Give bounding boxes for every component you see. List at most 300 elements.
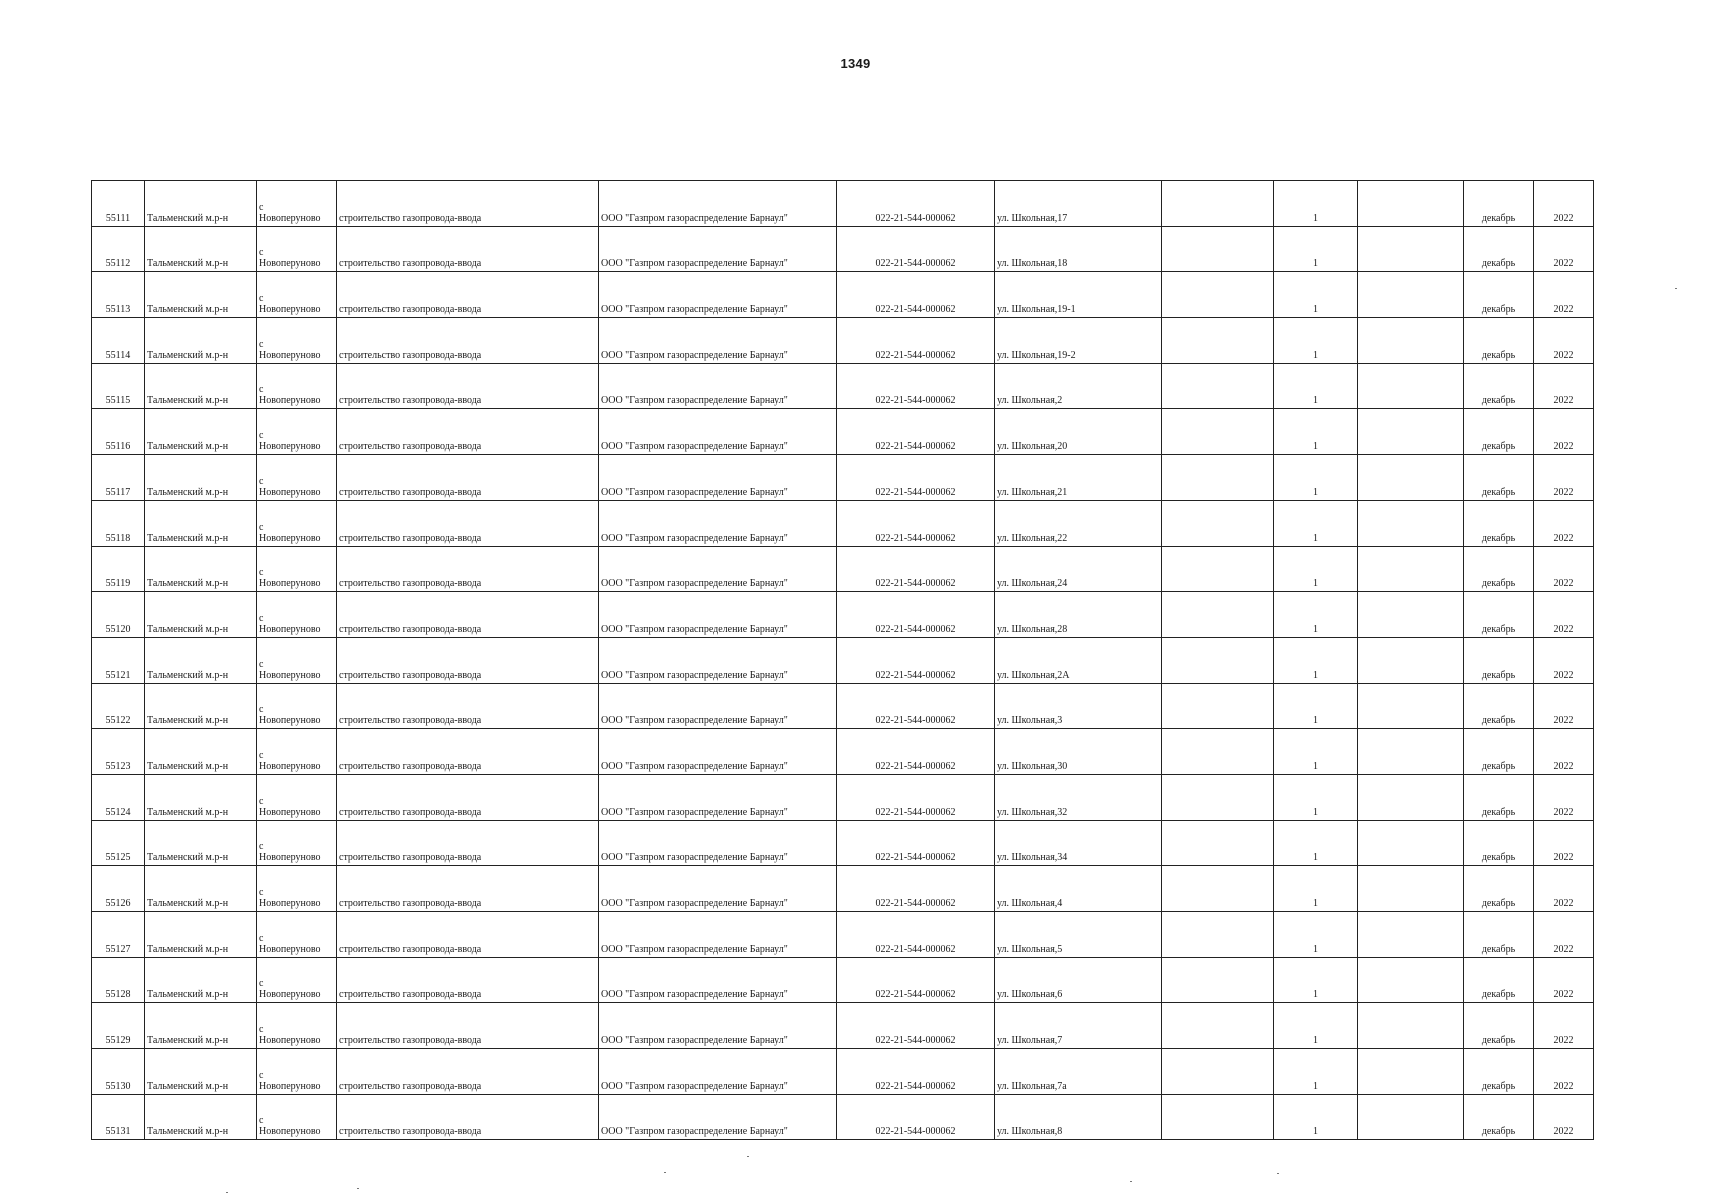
empty-cell — [1162, 912, 1274, 958]
work-type-cell: строительство газопровода-ввода — [337, 683, 599, 729]
quantity-cell: 1 — [1274, 592, 1358, 638]
empty-cell — [1358, 592, 1464, 638]
empty-cell — [1358, 729, 1464, 775]
locality-name: Новоперуново — [259, 349, 321, 361]
quantity-cell: 1 — [1274, 272, 1358, 318]
quantity-cell: 1 — [1274, 774, 1358, 820]
month-cell: декабрь — [1464, 637, 1534, 683]
work-type-cell: строительство газопровода-ввода — [337, 1094, 599, 1140]
row-number: 55113 — [92, 272, 145, 318]
month-cell: декабрь — [1464, 226, 1534, 272]
code-cell: 022-21-544-000062 — [837, 957, 995, 1003]
work-type-cell: строительство газопровода-ввода — [337, 774, 599, 820]
empty-cell — [1358, 683, 1464, 729]
locality-prefix: с — [259, 978, 264, 990]
district-cell: Тальменский м.р-н — [145, 409, 257, 455]
register-body — [92, 181, 1594, 1140]
organization-cell: ООО "Газпром газораспределение Барнаул" — [599, 318, 837, 364]
organization-cell: ООО "Газпром газораспределение Барнаул" — [599, 729, 837, 775]
table-row — [92, 729, 1594, 775]
row-number: 55122 — [92, 683, 145, 729]
locality-cell — [257, 318, 337, 364]
address-cell: ул. Школьная,7 — [995, 1003, 1162, 1049]
year-cell: 2022 — [1534, 318, 1594, 364]
locality-cell — [257, 363, 337, 409]
row-number: 55114 — [92, 318, 145, 364]
locality-cell — [257, 637, 337, 683]
locality-name: Новоперуново — [259, 852, 321, 864]
district-cell: Тальменский м.р-н — [145, 318, 257, 364]
organization-cell: ООО "Газпром газораспределение Барнаул" — [599, 637, 837, 683]
table-row — [92, 683, 1594, 729]
address-cell: ул. Школьная,22 — [995, 500, 1162, 546]
organization-cell: ООО "Газпром газораспределение Барнаул" — [599, 683, 837, 729]
empty-cell — [1358, 226, 1464, 272]
table-row — [92, 226, 1594, 272]
row-number: 55111 — [92, 181, 145, 227]
year-cell: 2022 — [1534, 272, 1594, 318]
row-number: 55119 — [92, 546, 145, 592]
locality-prefix: с — [259, 932, 264, 944]
work-type-cell: строительство газопровода-ввода — [337, 226, 599, 272]
quantity-cell: 1 — [1274, 1049, 1358, 1095]
organization-cell: ООО "Газпром газораспределение Барнаул" — [599, 500, 837, 546]
year-cell: 2022 — [1534, 683, 1594, 729]
year-cell: 2022 — [1534, 957, 1594, 1003]
locality-prefix: с — [259, 384, 264, 396]
work-type-cell: строительство газопровода-ввода — [337, 181, 599, 227]
empty-cell — [1162, 1094, 1274, 1140]
locality-cell — [257, 226, 337, 272]
locality-name: Новоперуново — [259, 806, 321, 818]
code-cell: 022-21-544-000062 — [837, 500, 995, 546]
empty-cell — [1162, 683, 1274, 729]
month-cell: декабрь — [1464, 774, 1534, 820]
month-cell: декабрь — [1464, 546, 1534, 592]
work-type-cell: строительство газопровода-ввода — [337, 729, 599, 775]
code-cell: 022-21-544-000062 — [837, 455, 995, 501]
table-row — [92, 546, 1594, 592]
address-cell: ул. Школьная,7а — [995, 1049, 1162, 1095]
table-row — [92, 363, 1594, 409]
locality-name: Новоперуново — [259, 486, 321, 498]
district-cell: Тальменский м.р-н — [145, 592, 257, 638]
organization-cell: ООО "Газпром газораспределение Барнаул" — [599, 866, 837, 912]
month-cell: декабрь — [1464, 1094, 1534, 1140]
address-cell: ул. Школьная,2 — [995, 363, 1162, 409]
year-cell: 2022 — [1534, 729, 1594, 775]
locality-prefix: с — [259, 795, 264, 807]
empty-cell — [1358, 455, 1464, 501]
month-cell: декабрь — [1464, 409, 1534, 455]
month-cell: декабрь — [1464, 455, 1534, 501]
locality-cell — [257, 455, 337, 501]
locality-cell — [257, 683, 337, 729]
empty-cell — [1162, 409, 1274, 455]
month-cell: декабрь — [1464, 318, 1534, 364]
empty-cell — [1162, 546, 1274, 592]
code-cell: 022-21-544-000062 — [837, 683, 995, 729]
empty-cell — [1162, 866, 1274, 912]
quantity-cell: 1 — [1274, 1003, 1358, 1049]
code-cell: 022-21-544-000062 — [837, 774, 995, 820]
row-number: 55112 — [92, 226, 145, 272]
row-number: 55118 — [92, 500, 145, 546]
table-row — [92, 774, 1594, 820]
district-cell: Тальменский м.р-н — [145, 1003, 257, 1049]
address-cell: ул. Школьная,28 — [995, 592, 1162, 638]
row-number: 55129 — [92, 1003, 145, 1049]
address-cell: ул. Школьная,6 — [995, 957, 1162, 1003]
scan-speck — [357, 1188, 359, 1189]
year-cell: 2022 — [1534, 866, 1594, 912]
district-cell: Тальменский м.р-н — [145, 546, 257, 592]
empty-cell — [1162, 318, 1274, 364]
table-row — [92, 318, 1594, 364]
table-row — [92, 957, 1594, 1003]
empty-cell — [1358, 363, 1464, 409]
locality-name: Новоперуново — [259, 258, 321, 270]
row-number: 55120 — [92, 592, 145, 638]
work-type-cell: строительство газопровода-ввода — [337, 409, 599, 455]
quantity-cell: 1 — [1274, 1094, 1358, 1140]
register-table — [91, 180, 1594, 1140]
code-cell: 022-21-544-000062 — [837, 637, 995, 683]
empty-cell — [1358, 409, 1464, 455]
address-cell: ул. Школьная,19-1 — [995, 272, 1162, 318]
table-row — [92, 1003, 1594, 1049]
organization-cell: ООО "Газпром газораспределение Барнаул" — [599, 363, 837, 409]
locality-name: Новоперуново — [259, 669, 321, 681]
district-cell: Тальменский м.р-н — [145, 729, 257, 775]
work-type-cell: строительство газопровода-ввода — [337, 912, 599, 958]
quantity-cell: 1 — [1274, 957, 1358, 1003]
quantity-cell: 1 — [1274, 820, 1358, 866]
district-cell: Тальменский м.р-н — [145, 912, 257, 958]
locality-cell — [257, 500, 337, 546]
locality-prefix: с — [259, 567, 264, 579]
address-cell: ул. Школьная,5 — [995, 912, 1162, 958]
month-cell: декабрь — [1464, 272, 1534, 318]
empty-cell — [1358, 500, 1464, 546]
locality-prefix: с — [259, 887, 264, 898]
locality-cell — [257, 592, 337, 638]
table-row — [92, 637, 1594, 683]
address-cell: ул. Школьная,3 — [995, 683, 1162, 729]
organization-cell: ООО "Газпром газораспределение Барнаул" — [599, 409, 837, 455]
locality-name: Новоперуново — [259, 212, 321, 224]
code-cell: 022-21-544-000062 — [837, 363, 995, 409]
organization-cell: ООО "Газпром газораспределение Барнаул" — [599, 272, 837, 318]
scan-speck — [1675, 288, 1677, 289]
quantity-cell: 1 — [1274, 912, 1358, 958]
empty-cell — [1162, 272, 1274, 318]
locality-name: Новоперуново — [259, 989, 321, 1001]
work-type-cell: строительство газопровода-ввода — [337, 455, 599, 501]
locality-cell — [257, 820, 337, 866]
empty-cell — [1162, 1003, 1274, 1049]
locality-prefix: с — [259, 1024, 264, 1036]
locality-prefix: с — [259, 1069, 264, 1081]
row-number: 55121 — [92, 637, 145, 683]
address-cell: ул. Школьная,4 — [995, 866, 1162, 912]
code-cell: 022-21-544-000062 — [837, 592, 995, 638]
locality-name: Новоперуново — [259, 715, 321, 727]
empty-cell — [1162, 500, 1274, 546]
code-cell: 022-21-544-000062 — [837, 318, 995, 364]
table-row — [92, 592, 1594, 638]
code-cell: 022-21-544-000062 — [837, 409, 995, 455]
quantity-cell: 1 — [1274, 226, 1358, 272]
row-number: 55123 — [92, 729, 145, 775]
empty-cell — [1162, 820, 1274, 866]
empty-cell — [1162, 1049, 1274, 1095]
district-cell: Тальменский м.р-н — [145, 272, 257, 318]
address-cell: ул. Школьная,2А — [995, 637, 1162, 683]
scan-speck — [664, 1172, 666, 1173]
month-cell: декабрь — [1464, 592, 1534, 638]
row-number: 55126 — [92, 866, 145, 912]
address-cell: ул. Школьная,32 — [995, 774, 1162, 820]
empty-cell — [1162, 592, 1274, 638]
locality-prefix: с — [259, 612, 264, 624]
work-type-cell: строительство газопровода-ввода — [337, 957, 599, 1003]
month-cell: декабрь — [1464, 912, 1534, 958]
table-row — [92, 455, 1594, 501]
address-cell: ул. Школьная,17 — [995, 181, 1162, 227]
district-cell: Тальменский м.р-н — [145, 957, 257, 1003]
district-cell: Тальменский м.р-н — [145, 774, 257, 820]
year-cell: 2022 — [1534, 592, 1594, 638]
work-type-cell: строительство газопровода-ввода — [337, 866, 599, 912]
month-cell: декабрь — [1464, 1049, 1534, 1095]
locality-cell — [257, 866, 337, 912]
locality-prefix: с — [259, 749, 264, 761]
district-cell: Тальменский м.р-н — [145, 637, 257, 683]
empty-cell — [1358, 318, 1464, 364]
locality-name: Новоперуново — [259, 532, 321, 544]
locality-cell — [257, 912, 337, 958]
locality-cell — [257, 409, 337, 455]
work-type-cell: строительство газопровода-ввода — [337, 592, 599, 638]
organization-cell: ООО "Газпром газораспределение Барнаул" — [599, 912, 837, 958]
locality-cell — [257, 957, 337, 1003]
locality-name: Новоперуново — [259, 1080, 321, 1092]
locality-prefix: с — [259, 658, 264, 670]
row-number: 55117 — [92, 455, 145, 501]
district-cell: Тальменский м.р-н — [145, 1094, 257, 1140]
locality-name: Новоперуново — [259, 943, 321, 955]
year-cell: 2022 — [1534, 181, 1594, 227]
month-cell: декабрь — [1464, 683, 1534, 729]
locality-cell — [257, 181, 337, 227]
empty-cell — [1162, 729, 1274, 775]
organization-cell: ООО "Газпром газораспределение Барнаул" — [599, 774, 837, 820]
row-number: 55128 — [92, 957, 145, 1003]
table-row — [92, 866, 1594, 912]
empty-cell — [1162, 226, 1274, 272]
locality-prefix: с — [259, 338, 264, 350]
locality-cell — [257, 729, 337, 775]
locality-cell — [257, 272, 337, 318]
empty-cell — [1162, 455, 1274, 501]
address-cell: ул. Школьная,34 — [995, 820, 1162, 866]
organization-cell: ООО "Газпром газораспределение Барнаул" — [599, 1094, 837, 1140]
locality-cell — [257, 774, 337, 820]
row-number: 55131 — [92, 1094, 145, 1140]
district-cell: Тальменский м.р-н — [145, 500, 257, 546]
empty-cell — [1162, 363, 1274, 409]
district-cell: Тальменский м.р-н — [145, 820, 257, 866]
empty-cell — [1162, 774, 1274, 820]
table-row — [92, 181, 1594, 227]
table-row — [92, 912, 1594, 958]
scan-speck — [1130, 1181, 1132, 1182]
locality-name: Новоперуново — [259, 578, 321, 590]
organization-cell: ООО "Газпром газораспределение Барнаул" — [599, 455, 837, 501]
code-cell: 022-21-544-000062 — [837, 866, 995, 912]
month-cell: декабрь — [1464, 181, 1534, 227]
work-type-cell: строительство газопровода-ввода — [337, 637, 599, 683]
empty-cell — [1358, 546, 1464, 592]
code-cell: 022-21-544-000062 — [837, 729, 995, 775]
locality-cell — [257, 1049, 337, 1095]
locality-prefix: с — [259, 293, 264, 305]
year-cell: 2022 — [1534, 1094, 1594, 1140]
year-cell: 2022 — [1534, 363, 1594, 409]
address-cell: ул. Школьная,30 — [995, 729, 1162, 775]
organization-cell: ООО "Газпром газораспределение Барнаул" — [599, 957, 837, 1003]
row-number: 55124 — [92, 774, 145, 820]
district-cell: Тальменский м.р-н — [145, 683, 257, 729]
row-number: 55115 — [92, 363, 145, 409]
quantity-cell: 1 — [1274, 546, 1358, 592]
code-cell: 022-21-544-000062 — [837, 226, 995, 272]
quantity-cell: 1 — [1274, 637, 1358, 683]
quantity-cell: 1 — [1274, 455, 1358, 501]
locality-name: Новоперуново — [259, 441, 321, 453]
year-cell: 2022 — [1534, 637, 1594, 683]
empty-cell — [1358, 957, 1464, 1003]
month-cell: декабрь — [1464, 957, 1534, 1003]
row-number: 55130 — [92, 1049, 145, 1095]
quantity-cell: 1 — [1274, 363, 1358, 409]
empty-cell — [1358, 637, 1464, 683]
year-cell: 2022 — [1534, 1049, 1594, 1095]
work-type-cell: строительство газопровода-ввода — [337, 500, 599, 546]
code-cell: 022-21-544-000062 — [837, 546, 995, 592]
locality-name: Новоперуново — [259, 395, 321, 407]
scan-speck — [1277, 1173, 1279, 1174]
empty-cell — [1358, 774, 1464, 820]
quantity-cell: 1 — [1274, 181, 1358, 227]
empty-cell — [1358, 866, 1464, 912]
quantity-cell: 1 — [1274, 729, 1358, 775]
address-cell: ул. Школьная,20 — [995, 409, 1162, 455]
row-number: 55125 — [92, 820, 145, 866]
year-cell: 2022 — [1534, 455, 1594, 501]
code-cell: 022-21-544-000062 — [837, 1049, 995, 1095]
locality-name: Новоперуново — [259, 304, 321, 316]
empty-cell — [1358, 181, 1464, 227]
organization-cell: ООО "Газпром газораспределение Барнаул" — [599, 546, 837, 592]
address-cell: ул. Школьная,8 — [995, 1094, 1162, 1140]
month-cell: декабрь — [1464, 500, 1534, 546]
organization-cell: ООО "Газпром газораспределение Барнаул" — [599, 592, 837, 638]
scan-speck — [747, 1156, 749, 1157]
locality-prefix: с — [259, 475, 264, 487]
month-cell: декабрь — [1464, 729, 1534, 775]
locality-cell — [257, 1003, 337, 1049]
table-row — [92, 1049, 1594, 1095]
code-cell: 022-21-544-000062 — [837, 912, 995, 958]
code-cell: 022-21-544-000062 — [837, 181, 995, 227]
work-type-cell: строительство газопровода-ввода — [337, 1049, 599, 1095]
year-cell: 2022 — [1534, 546, 1594, 592]
code-cell: 022-21-544-000062 — [837, 1094, 995, 1140]
locality-name: Новоперуново — [259, 1126, 321, 1138]
year-cell: 2022 — [1534, 774, 1594, 820]
locality-prefix: с — [259, 430, 264, 442]
locality-prefix: с — [259, 521, 264, 533]
quantity-cell: 1 — [1274, 318, 1358, 364]
quantity-cell: 1 — [1274, 866, 1358, 912]
organization-cell: ООО "Газпром газораспределение Барнаул" — [599, 181, 837, 227]
table-row — [92, 820, 1594, 866]
empty-cell — [1358, 1003, 1464, 1049]
year-cell: 2022 — [1534, 820, 1594, 866]
locality-prefix: с — [259, 201, 264, 213]
page-number: 1349 — [840, 56, 871, 71]
empty-cell — [1358, 1094, 1464, 1140]
month-cell: декабрь — [1464, 866, 1534, 912]
locality-name: Новоперуново — [259, 760, 321, 772]
locality-prefix: с — [259, 1115, 264, 1127]
address-cell: ул. Школьная,18 — [995, 226, 1162, 272]
address-cell: ул. Школьная,24 — [995, 546, 1162, 592]
work-type-cell: строительство газопровода-ввода — [337, 272, 599, 318]
district-cell: Тальменский м.р-н — [145, 181, 257, 227]
year-cell: 2022 — [1534, 912, 1594, 958]
district-cell: Тальменский м.р-н — [145, 455, 257, 501]
district-cell: Тальменский м.р-н — [145, 226, 257, 272]
year-cell: 2022 — [1534, 1003, 1594, 1049]
table-row — [92, 272, 1594, 318]
code-cell: 022-21-544-000062 — [837, 272, 995, 318]
organization-cell: ООО "Газпром газораспределение Барнаул" — [599, 820, 837, 866]
year-cell: 2022 — [1534, 500, 1594, 546]
code-cell: 022-21-544-000062 — [837, 1003, 995, 1049]
scan-speck — [226, 1192, 228, 1193]
row-number: 55116 — [92, 409, 145, 455]
quantity-cell: 1 — [1274, 409, 1358, 455]
address-cell: ул. Школьная,19-2 — [995, 318, 1162, 364]
address-cell: ул. Школьная,21 — [995, 455, 1162, 501]
locality-cell — [257, 1094, 337, 1140]
organization-cell: ООО "Газпром газораспределение Барнаул" — [599, 226, 837, 272]
locality-name: Новоперуново — [259, 1035, 321, 1047]
month-cell: декабрь — [1464, 820, 1534, 866]
month-cell: декабрь — [1464, 1003, 1534, 1049]
locality-prefix: с — [259, 841, 264, 853]
empty-cell — [1358, 912, 1464, 958]
empty-cell — [1162, 181, 1274, 227]
locality-prefix: с — [259, 247, 264, 259]
organization-cell: ООО "Газпром газораспределение Барнаул" — [599, 1003, 837, 1049]
work-type-cell: строительство газопровода-ввода — [337, 1003, 599, 1049]
district-cell: Тальменский м.р-н — [145, 1049, 257, 1095]
district-cell: Тальменский м.р-н — [145, 363, 257, 409]
